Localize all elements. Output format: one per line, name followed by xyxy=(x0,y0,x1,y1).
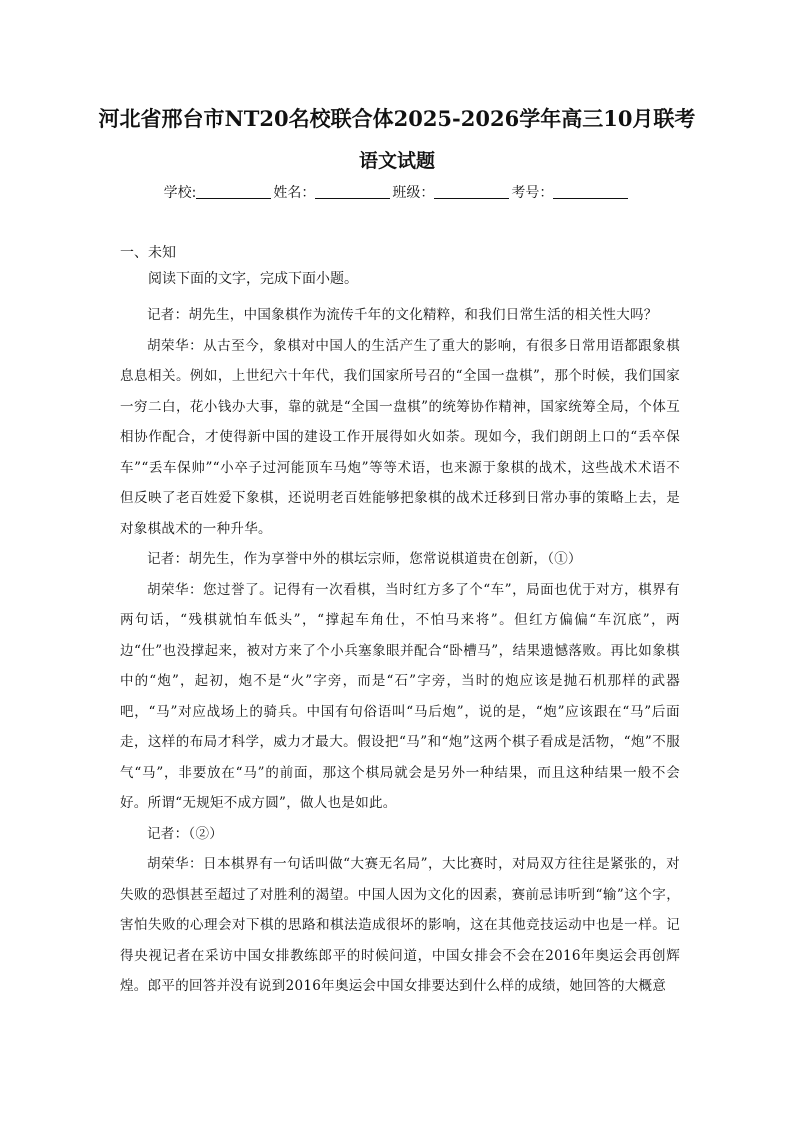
paragraph: 记者：胡先生，中国象棋作为流传千年的文化精粹，和我们日常生活的相关性大吗？ xyxy=(147,307,658,323)
paragraph: 胡荣华：从古至今，象棋对中国人的生活产生了重大的影响，有很多日常用语都跟象棋息息相关。例如，上世纪六十年代，我们国家所号召的“全国一盘棋”，那个时候，我们国家一穷二白，花小钱办大事，靠的就是“全国一盘棋”的统筹协作精神，国家统筹全局，个体互相协作配合，才使得新中国的建设工作开展得如火如荼。现如今，我们朗朗上口的“丢卒保车”“丢车保帅”“小卒子过河能顶车马炮”等等术语，也来源于象棋的战术，这些战术术语不但反映了老百姓爱下象棋，还说明老百姓能够把象棋的战术迁移到日常办事的策略上去，是对象棋战术的一种升华。 xyxy=(120,337,680,537)
reading-instruction: 阅读下面的文字，完成下面小题。 xyxy=(148,271,358,287)
school-label: 学校: xyxy=(163,185,197,201)
section-heading: 一、未知 xyxy=(120,245,176,261)
paragraph: 记者：胡先生，作为享誉中外的棋坛宗师，您常说棋道贵在创新，（①） xyxy=(147,551,582,567)
school-blank xyxy=(196,184,271,199)
name-blank xyxy=(315,184,390,199)
class-label: 班级： xyxy=(392,185,435,201)
paragraph: 胡荣华：您过誉了。记得有一次看棋，当时红方多了个“车”，局面也优于对方，棋界有两句话，“残棋就怕车低头”，“撑起车角仕，不怕马来将”。但红方偏偏“车沉底”，两边“仕”也没撑起来，被对方来了个小兵塞象眼并配合“卧槽马”，结果遗憾落败。再比如象棋中的“炮”，起初，炮不是“火”字旁，而是“石”字旁，当时的炮应该是抛石机那样的武器吧，“马”对应战场上的骑兵。中国有句俗语叫“马后炮”，说的是，“炮”应该跟在“马”后面走，这样的布局才科学，威力才最大。假设把“马”和“炮”这两个棋子看成是活物，“炮”不服气“马”，非要放在“马”的前面，那这个棋局就会是另外一种结果，而且这种结果一般不会好。所谓“无规矩不成方圆”，做人也是如此。 xyxy=(120,581,680,811)
interview-text xyxy=(120,300,680,1002)
document-subtitle: 语文试题 xyxy=(358,150,435,172)
paragraph: 记者：（②） xyxy=(147,825,224,842)
document-title: 河北省邢台市NT20名校联合体2025-2026学年高三10月联考 xyxy=(98,106,696,131)
student-info-line xyxy=(0,182,794,202)
paragraph: 胡荣华：日本棋界有一句话叫做“大赛无名局”，大比赛时，对局双方往往是紧张的，对失败的恐惧甚至超过了对胜利的渴望。中国人因为文化的因素，赛前忌讳听到“输”这个字，害怕失败的心理会对下棋的思路和棋法造成很坏的影响，这在其他竞技运动中也是一样。记得央视记者在采访中国女排教练郎平的时候问道，中国女排会不会在2016年奥运会再创辉煌。郎平的回答并没有说到2016年奥运会中国女排要达到什么样的成绩，她回答的大概意 xyxy=(120,856,680,994)
exam-number-blank xyxy=(553,184,628,199)
exam-number-label: 考号： xyxy=(511,185,554,201)
class-blank xyxy=(434,184,509,199)
name-label: 姓名： xyxy=(273,185,316,201)
